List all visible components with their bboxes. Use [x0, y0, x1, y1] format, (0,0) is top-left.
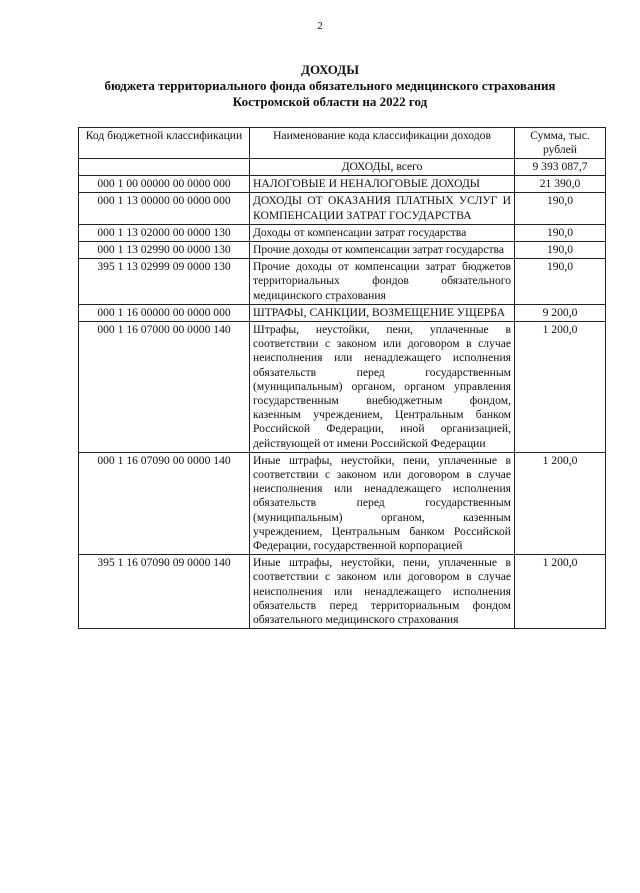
amount-cell: 1 200,0	[515, 452, 606, 554]
table-row	[79, 322, 606, 453]
amount-cell: 190,0	[515, 224, 606, 241]
amount-cell: 21 390,0	[515, 176, 606, 193]
total-label: ДОХОДЫ, всего	[250, 159, 515, 176]
table-row	[79, 193, 606, 224]
table-row	[79, 259, 606, 305]
code-cell: 000 1 16 07000 00 0000 140	[79, 322, 250, 453]
amount-cell: 9 200,0	[515, 304, 606, 321]
table-row	[79, 176, 606, 193]
title-line-1: ДОХОДЫ	[301, 62, 359, 77]
amount-cell: 1 200,0	[515, 555, 606, 629]
title-line-2: бюджета территориального фонда обязательного медицинского страхования	[104, 78, 556, 93]
table-header-row	[79, 128, 606, 159]
page-number: 2	[317, 20, 323, 32]
amount-cell: 190,0	[515, 193, 606, 224]
name-cell: ШТРАФЫ, САНКЦИИ, ВОЗМЕЩЕНИЕ УЩЕРБА	[250, 304, 515, 321]
name-cell: Доходы от компенсации затрат государства	[250, 224, 515, 241]
code-cell: 000 1 16 00000 00 0000 000	[79, 304, 250, 321]
amount-cell: 190,0	[515, 242, 606, 259]
code-cell: 395 1 16 07090 09 0000 140	[79, 555, 250, 629]
table-row	[79, 452, 606, 554]
total-row	[79, 159, 606, 176]
header-amount: Сумма, тыс. рублей	[515, 128, 606, 159]
code-cell: 000 1 16 07090 00 0000 140	[79, 452, 250, 554]
amount-cell: 1 200,0	[515, 322, 606, 453]
name-cell: НАЛОГОВЫЕ И НЕНАЛОГОВЫЕ ДОХОДЫ	[250, 176, 515, 193]
document-title	[60, 62, 600, 110]
header-name: Наименование кода классификации доходов	[250, 128, 515, 159]
amount-cell: 190,0	[515, 259, 606, 305]
name-cell: ДОХОДЫ ОТ ОКАЗАНИЯ ПЛАТНЫХ УСЛУГ И КОМПЕНСАЦИИ ЗАТРАТ ГОСУДАРСТВА	[250, 193, 515, 224]
name-cell: Прочие доходы от компенсации затрат государства	[250, 242, 515, 259]
code-cell: 395 1 13 02999 09 0000 130	[79, 259, 250, 305]
table-row	[79, 242, 606, 259]
code-cell: 000 1 00 00000 00 0000 000	[79, 176, 250, 193]
name-cell: Прочие доходы от компенсации затрат бюджетов территориальных фондов обязательного медицинского страхования	[250, 259, 515, 305]
header-code: Код бюджетной классификации	[79, 128, 250, 159]
total-amount: 9 393 087,7	[515, 159, 606, 176]
revenue-table	[78, 127, 606, 629]
total-code-cell	[79, 159, 250, 176]
table-row	[79, 555, 606, 629]
name-cell: Штрафы, неустойки, пени, уплаченные в соответствии с законом или договором в случае неисполнения или ненадлежащего исполнения обязательств перед государственным (муниципальным) органом, органом управления государственным внебюджетным фондом, казенным учреждением, Центральным банком Российской Федерации, иной организацией, действующей от имени Российской Федерации	[250, 322, 515, 453]
code-cell: 000 1 13 00000 00 0000 000	[79, 193, 250, 224]
code-cell: 000 1 13 02000 00 0000 130	[79, 224, 250, 241]
code-cell: 000 1 13 02990 00 0000 130	[79, 242, 250, 259]
name-cell: Иные штрафы, неустойки, пени, уплаченные в соответствии с законом или договором в случае неисполнения или ненадлежащего исполнения обязательств перед государственным (муниципальным) органом, казенным учреждением, Центральным банком Российской Федерации, государственной корпорацией	[250, 452, 515, 554]
table-row	[79, 224, 606, 241]
title-line-3: Костромской области на 2022 год	[232, 94, 428, 109]
name-cell: Иные штрафы, неустойки, пени, уплаченные в соответствии с законом или договором в случае неисполнения или ненадлежащего исполнения обязательств перед территориальным фондом обязательного медицинского страхования	[250, 555, 515, 629]
table-row	[79, 304, 606, 321]
